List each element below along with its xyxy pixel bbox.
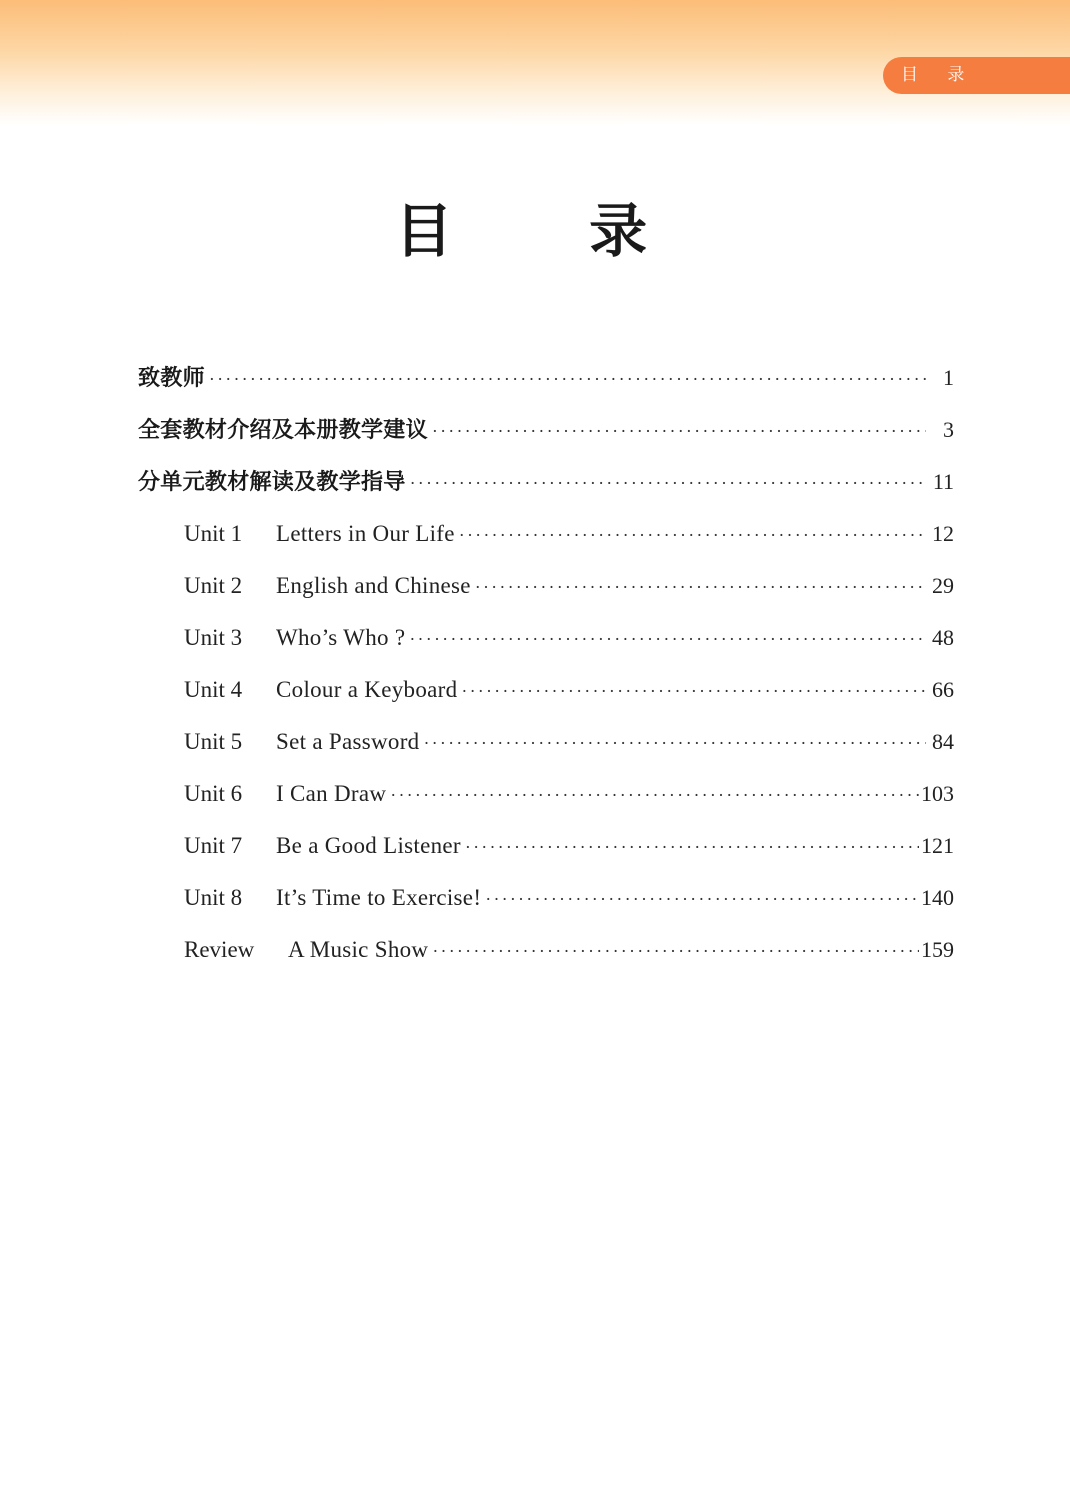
toc-entry-to-teachers[interactable] [138, 352, 954, 404]
toc-entry-unit-guidance[interactable] [138, 456, 954, 508]
dot-leader [390, 769, 919, 821]
toc-entry-review[interactable] [138, 924, 954, 976]
toc-page-number: 103 [921, 781, 954, 806]
unit-number: Unit 6 [184, 781, 243, 806]
unit-title: I Can Draw [276, 781, 387, 806]
dot-leader [459, 509, 926, 561]
toc-page-number: 12 [932, 521, 954, 546]
dot-leader [485, 873, 919, 925]
toc-entry-unit-1[interactable] [138, 508, 954, 560]
toc-entry-unit-8[interactable] [138, 872, 954, 924]
toc-page-number: 121 [921, 833, 954, 858]
toc-page-number: 29 [932, 573, 954, 598]
toc-entry-unit-7[interactable] [138, 820, 954, 872]
unit-number: Unit 8 [184, 885, 243, 910]
toc-entry-unit-3[interactable] [138, 612, 954, 664]
toc-page-number: 48 [932, 625, 954, 650]
toc-page-number: 66 [932, 677, 954, 702]
dot-leader [475, 561, 926, 613]
unit-title: Letters in Our Life [276, 521, 455, 546]
dot-leader [432, 925, 919, 977]
dot-leader [409, 613, 926, 665]
unit-title: A Music Show [288, 937, 429, 962]
unit-number: Review [184, 937, 255, 962]
toc-page-number: 1 [943, 365, 954, 390]
page-title: 目 录 [394, 197, 706, 265]
unit-number: Unit 3 [184, 625, 243, 650]
toc-entry-unit-5[interactable] [138, 716, 954, 768]
toc-entry-title: 致教师 [138, 366, 205, 391]
toc-page-number: 159 [921, 937, 954, 962]
table-of-contents [138, 352, 954, 976]
unit-title: It’s Time to Exercise! [276, 885, 482, 910]
unit-title: Who’s Who ? [276, 625, 406, 650]
unit-number: Unit 5 [184, 729, 243, 754]
unit-title: English and Chinese [276, 573, 471, 598]
toc-page-number: 11 [932, 469, 954, 494]
dot-leader [410, 457, 926, 509]
unit-number: Unit 1 [184, 521, 243, 546]
dot-leader [461, 665, 926, 717]
unit-title: Set a Password [276, 729, 420, 754]
toc-entry-title: 全套教材介绍及本册教学建议 [138, 418, 428, 443]
dot-leader [209, 353, 926, 405]
toc-entry-title: 分单元教材解读及教学指导 [138, 470, 406, 495]
dot-leader [432, 405, 926, 457]
toc-entry-unit-4[interactable] [138, 664, 954, 716]
toc-page-number: 84 [932, 729, 954, 754]
section-tab: 目 录 [883, 57, 1070, 94]
toc-page-number: 3 [943, 417, 954, 442]
dot-leader [423, 717, 926, 769]
toc-entry-unit-6[interactable] [138, 768, 954, 820]
toc-page-number: 140 [921, 885, 954, 910]
unit-number: Unit 7 [184, 833, 243, 858]
unit-number: Unit 4 [184, 677, 243, 702]
toc-entry-unit-2[interactable] [138, 560, 954, 612]
unit-number: Unit 2 [184, 573, 243, 598]
unit-title: Be a Good Listener [276, 833, 461, 858]
toc-entry-series-intro[interactable] [138, 404, 954, 456]
dot-leader [465, 821, 919, 873]
unit-title: Colour a Keyboard [276, 677, 458, 702]
